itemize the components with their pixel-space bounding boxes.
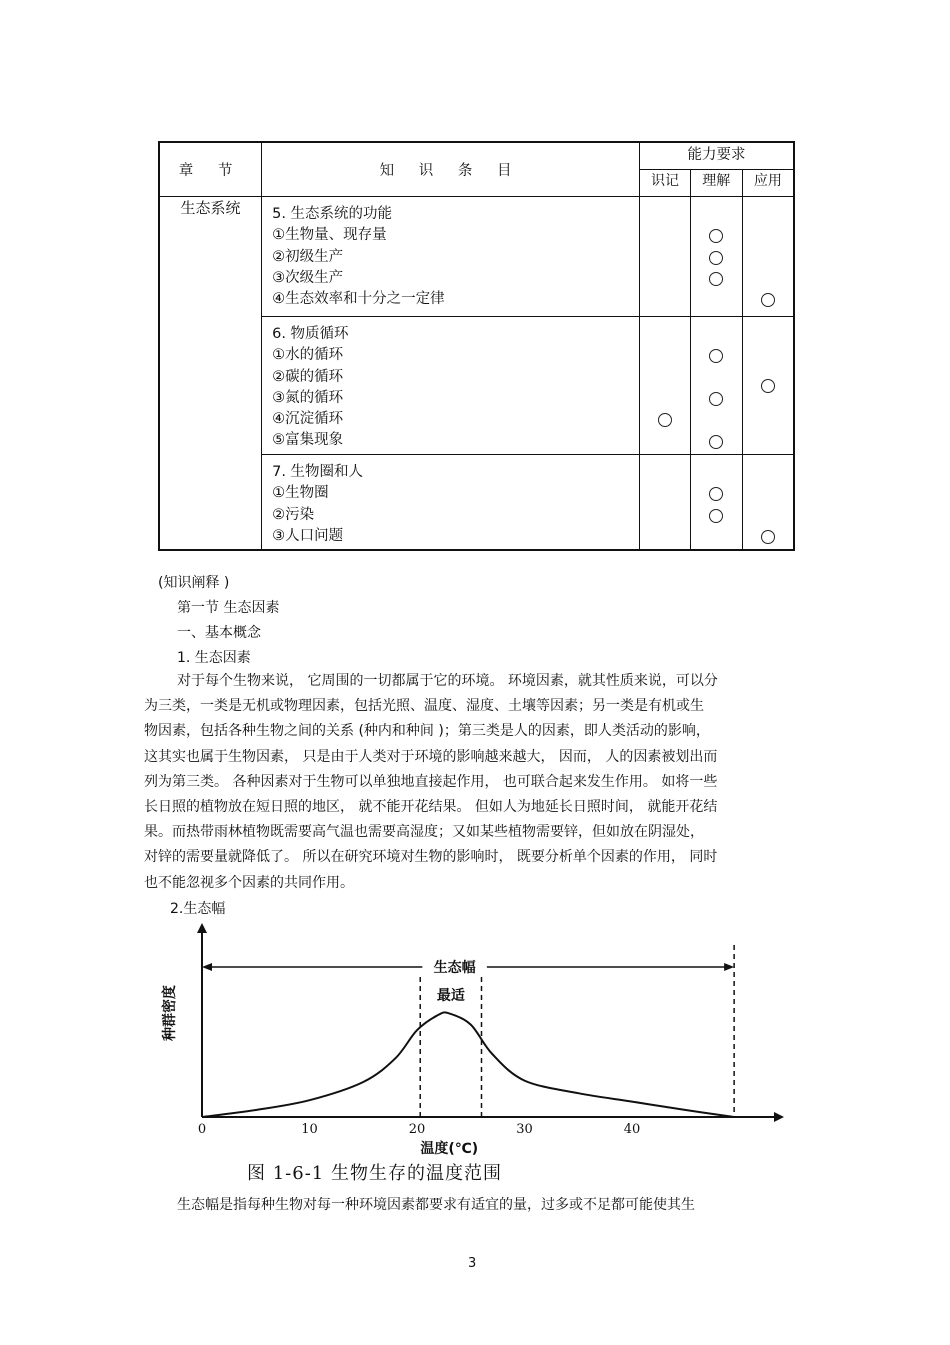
knowledge-item: ⑤富集现象 — [272, 432, 344, 449]
knowledge-explain-label: (知识阐释 ) — [158, 575, 230, 591]
temperature-range-chart — [150, 915, 790, 1155]
paragraph-line: 果。而热带雨林植物既需要高气温也需要高湿度；又如某些植物需要锌，但如放在阴湿处， — [144, 824, 704, 841]
optimum-label: 最适 — [436, 988, 465, 1004]
apply-cell — [742, 197, 794, 317]
knowledge-item: ③人口问题 — [272, 527, 344, 544]
requirement-circle-icon — [709, 229, 723, 243]
heading-basic-concepts: 一、基本概念 — [177, 625, 261, 641]
paragraph-line: 列为第三类。 各种因素对于生物可以单独地直接起作用， 也可联合起来发生作用。 如将一些 — [144, 773, 718, 790]
knowledge-item: ④生态效率和十分之一定律 — [272, 291, 445, 308]
memorize-cell — [640, 455, 691, 550]
requirement-circle-icon — [709, 251, 723, 265]
heading-ecological-factors: 1. 生态因素 — [177, 650, 251, 666]
requirement-circle-icon — [709, 349, 723, 363]
knowledge-item: ①水的循环 — [272, 347, 344, 364]
range-left-arrow-icon — [202, 963, 212, 971]
requirement-circle-icon — [761, 379, 775, 393]
heading-ecological-amplitude: 2.生态幅 — [170, 901, 226, 917]
memorize-cell — [640, 197, 691, 317]
knowledge-item: ①生物量、现存量 — [272, 227, 387, 244]
requirement-circle-icon — [709, 509, 723, 523]
understand-cell — [690, 317, 742, 455]
table-row — [159, 197, 794, 317]
x-axis-arrow-icon — [774, 1112, 784, 1122]
paragraph-ecological-factors — [144, 669, 718, 896]
page-number: 3 — [468, 1256, 477, 1271]
knowledge-item: ①生物圈 — [272, 485, 329, 502]
requirement-circle-icon — [658, 413, 672, 427]
knowledge-item: ③氮的循环 — [272, 389, 344, 406]
knowledge-item: ②初级生产 — [272, 248, 344, 265]
header-memorize: 识记 — [640, 170, 691, 197]
x-tick-label: 0 — [197, 1122, 207, 1137]
apply-cell — [742, 317, 794, 455]
requirement-circle-icon — [761, 293, 775, 307]
paragraph-ecological-amplitude: 生态幅是指每种生物对每一种环境因素都要求有适宜的量，过多或不足都可能使其生 — [177, 1197, 695, 1213]
requirement-circle-icon — [761, 530, 775, 544]
paragraph-line: 也不能忽视多个因素的共同作用。 — [144, 874, 354, 891]
header-chapter: 章 节 — [159, 142, 262, 197]
header-knowledge-items: 知 识 条 目 — [262, 142, 640, 197]
paragraph-line: 对于每个生物来说， 它周围的一切都属于它的环境。 环境因素，就其性质来说，可以分 — [177, 673, 718, 689]
knowledge-group-5 — [262, 197, 640, 317]
understand-cell — [690, 455, 742, 550]
understand-cell — [690, 197, 742, 317]
requirement-circle-icon — [709, 392, 723, 406]
requirement-circle-icon — [709, 487, 723, 501]
paragraph-line: 物因素，包括各种生物之间的关系 (种内和种间 )；第三类是人的因素，即人类活动的影响， — [144, 723, 710, 740]
knowledge-group-title: 7. 生物圈和人 — [272, 464, 364, 480]
paragraph-line: 这其实也属于生物因素， 只是由于人类对于环境的影响越来越大， 因而， 人的因素被划出而 — [144, 748, 718, 765]
y-axis-arrow-icon — [197, 923, 207, 933]
density-curve — [202, 1012, 734, 1117]
knowledge-item: ④沉淀循环 — [272, 411, 344, 428]
x-tick-label: 30 — [516, 1122, 533, 1137]
knowledge-item: ③次级生产 — [272, 269, 344, 286]
x-tick-label: 40 — [623, 1122, 641, 1137]
x-tick-label: 10 — [301, 1122, 318, 1137]
x-tick-label: 20 — [408, 1122, 426, 1137]
paragraph-line: 对锌的需要量就降低了。 所以在研究环境对生物的影响时， 既要分析单个因素的作用， 同时 — [144, 849, 718, 866]
memorize-cell — [640, 317, 691, 455]
paragraph-line: 为三类，一类是无机或物理因素，包括光照、温度、湿度、土壤等因素；另一类是有机或生 — [144, 698, 704, 715]
knowledge-group-title: 5. 生态系统的功能 — [272, 206, 393, 222]
range-right-arrow-icon — [724, 963, 734, 971]
knowledge-item: ②碳的循环 — [272, 368, 344, 385]
knowledge-group-7 — [262, 455, 640, 550]
header-apply: 应用 — [742, 170, 794, 197]
requirement-circle-icon — [709, 435, 723, 449]
section-title: 第一节 生态因素 — [177, 600, 280, 616]
header-understand: 理解 — [690, 170, 742, 197]
paragraph-line: 长日照的植物放在短日照的地区， 就不能开花结果。 但如人为地延长日照时间， 就能开花结 — [144, 799, 718, 816]
knowledge-group-title: 6. 物质循环 — [272, 326, 349, 342]
requirement-circle-icon — [709, 272, 723, 286]
knowledge-item: ②污染 — [272, 506, 315, 523]
x-axis-label: 温度(℃) — [420, 1141, 479, 1155]
knowledge-group-6 — [262, 317, 640, 455]
figure-caption: 图 1-6-1 生物生存的温度范围 — [247, 1163, 502, 1184]
header-ability: 能力要求 — [640, 142, 794, 170]
apply-cell — [742, 455, 794, 550]
range-label: 生态幅 — [433, 960, 476, 976]
chapter-cell: 生态系统 — [159, 197, 262, 550]
y-axis-label: 种群密度 — [162, 985, 178, 1041]
knowledge-requirements-table — [158, 141, 795, 551]
